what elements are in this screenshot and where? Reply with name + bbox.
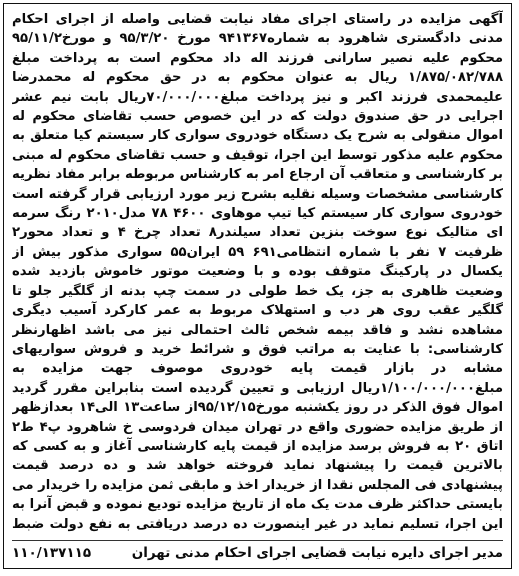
- notice-body: آگهی مزایده در راستای اجرای مفاد نیابت قضایی واصله از اجرای احکام مدنی دادگستری شاهرود به شماره۹۴۱۳۶۷ مورخ ۹۵/۳/۲۰ و مورخ۹۵/۱۱/۲ محکوم علیه نصیر سارانی فرزند اله داد محکوم است به پرداخت مبلغ ۱/۸۷۵/۰۸۲/۷۸۸ ریال به عنوان محکوم به در حق محکوم له محمدرضا علیمحمدی فرزند اکبر و نیز پرداخت مبلغ۷۰/۰۰۰/۰۰۰ریال بابت نیم عشر اجرایی در حق صندوق دولت که در این خصوص حسب تقاضای محکوم له اموال منقولی به شرح یک دستگاه خودروی سواری کار سیستم کیا متعلق به محکوم علیه مذکور توسط این اجرا، توقیف و حسب تقاضای محکوم له مبنی بر کارشناسی و متعاقب آن ارجاع امر به کارشناس مربوطه برابر مفاد نظریه کارشناسی مشخصات وسیله نقلیه بشرح زیر مورد ارزیابی قرار گرفته است خودروی سواری کار سیستم کیا تیپ موهاوی ۴۶۰۰ ۷۸ مدل۲۰۱۰ رنگ سرمه ای متالیک نوع سوخت بنزین تعداد سیلندر۸ تعداد چرخ ۴ و تعداد محور۲ ظرفیت ۷ نفر با شماره انتظامی۶۹۱ ۵۹ ایران۵۵ سواری مذکور بیش از یکسال در پارکینگ متوقف بوده و با وضعیت موتور خاموش بازدید شده وضعیت ظاهری به جز، یک خط طولی در سمت چپ بدنه از گلگیر جلو تا گلگیر عقب روی هر دب و استهلاک مربوط به عمر کارکرد آسیب دیگری مشاهده نشد و فاقد بیمه شخص ثالث احتمالی نیز می باشد اظهارنظر کارشناسی: با عنایت به مراتب فوق و شرائط خرید و فروش سواریهای مشابه در بازار قیمت پایه خودروی موصوف جهت مزایده به مبلغ۱/۱۰۰/۰۰۰/۰۰۰ریال ارزیابی و تعیین گردیده است بنابراین مقرر گردید اموال فوق الذکر در روز یکشنبه مورخ۹۵/۱۲/۱۵از ساعت۱۳ الی۱۴ بعدازظهر از طریق مزایده حضوری واقع در تهران میدان فردوسی خ شاهرود پ۴ ط۲ اتاق ۲۰ به فروش برسد مزایده از قیمت پایه کارشناسی آغاز و به کسی که بالاترین قیمت را پیشنهاد نماید فروخته خواهد شد و ده درصد قیمت پیشنهادی فی المجلس نقدا از خریدار اخذ و مابقی ثمن مزایده را خریدار می بایستی حداکثر ظرف مدت یک ماه از تاریخ مزایده تودیع نموده و قبض آنرا به این اجرا، تسلیم نماید در غیر اینصورت ده درصد دریافتی به نفع دولت ضبط: [12, 12, 503, 532]
- footer-divider: [12, 540, 503, 541]
- notice-footer: [12, 543, 503, 563]
- notice-code: ۱۱۰/۱۳۷۱۱۵: [12, 545, 92, 561]
- signature-line: مدیر اجرای دایره نیابت قضایی اجرای احکام مدنی تهران: [131, 545, 503, 561]
- auction-notice: [3, 3, 512, 569]
